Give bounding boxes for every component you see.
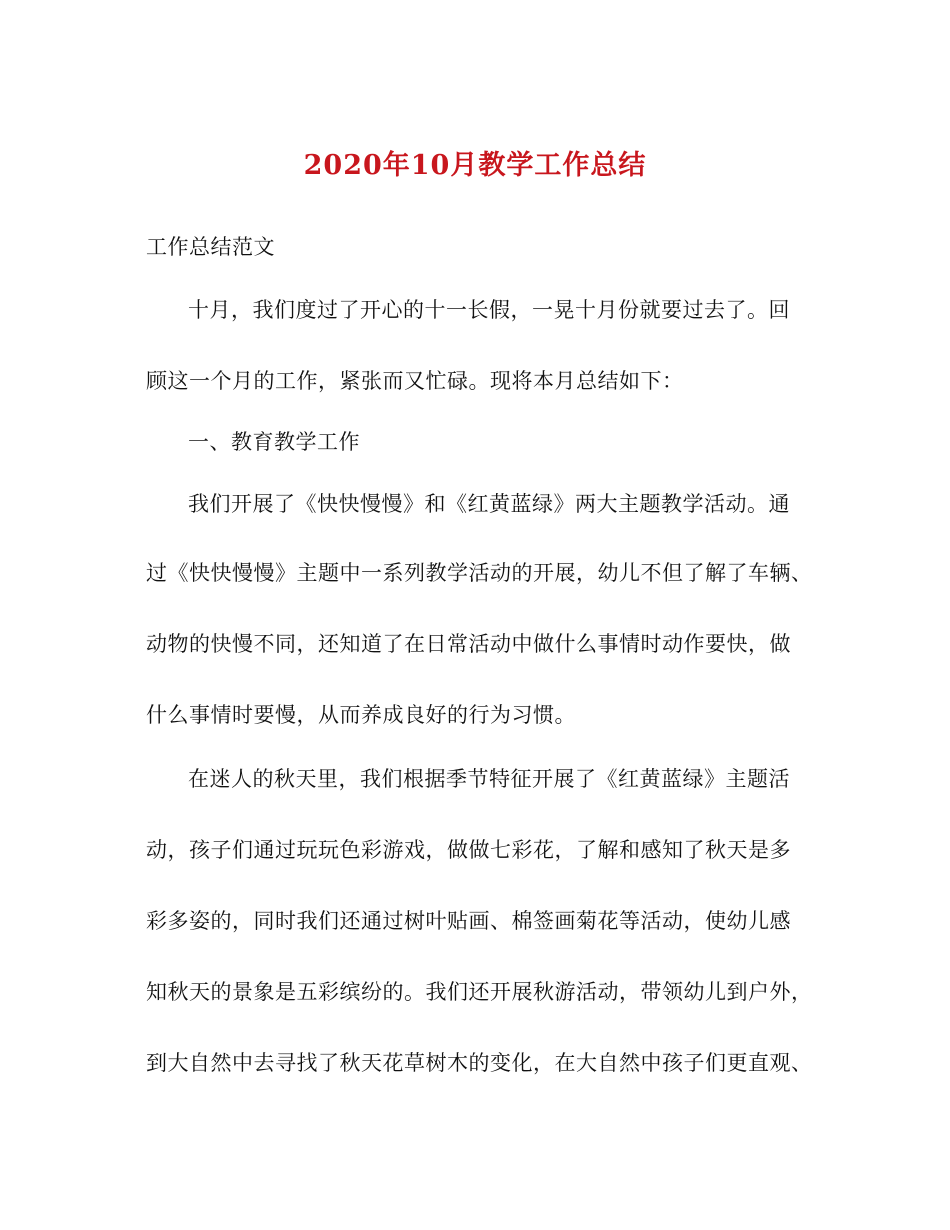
section-heading: 一、教育教学工作 [188,430,360,454]
paragraph-line: 顾这一个月的工作，紧张而又忙碌。现将本月总结如下： [146,369,684,393]
paragraph-line: 动，孩子们通过玩玩色彩游戏，做做七彩花，了解和感知了秋天是多 [146,838,791,862]
paragraph-line: 我们开展了《快快慢慢》和《红黄蓝绿》两大主题教学活动。通 [188,492,790,516]
paragraph-line: 在迷人的秋天里，我们根据季节特征开展了《红黄蓝绿》主题活 [188,767,790,791]
section-label: 工作总结范文 [146,235,275,259]
paragraph-line: 过《快快慢慢》主题中一系列教学活动的开展，幼儿不但了解了车辆、 [146,561,813,585]
paragraph-line: 动物的快慢不同，还知道了在日常活动中做什么事情时动作要快，做 [146,632,791,656]
paragraph-line: 彩多姿的，同时我们还通过树叶贴画、棉签画菊花等活动，使幼儿感 [146,909,791,933]
paragraph-line: 十月，我们度过了开心的十一长假，一晃十月份就要过去了。回 [188,298,790,322]
paragraph-line: 知秋天的景象是五彩缤纷的。我们还开展秋游活动，带领幼儿到户外， [146,980,813,1004]
paragraph-line: 什么事情时要慢，从而养成良好的行为习惯。 [146,703,576,727]
paragraph-line: 到大自然中去寻找了秋天花草树木的变化，在大自然中孩子们更直观、 [146,1051,813,1075]
document-title: 2020年10月教学工作总结 [303,150,647,181]
